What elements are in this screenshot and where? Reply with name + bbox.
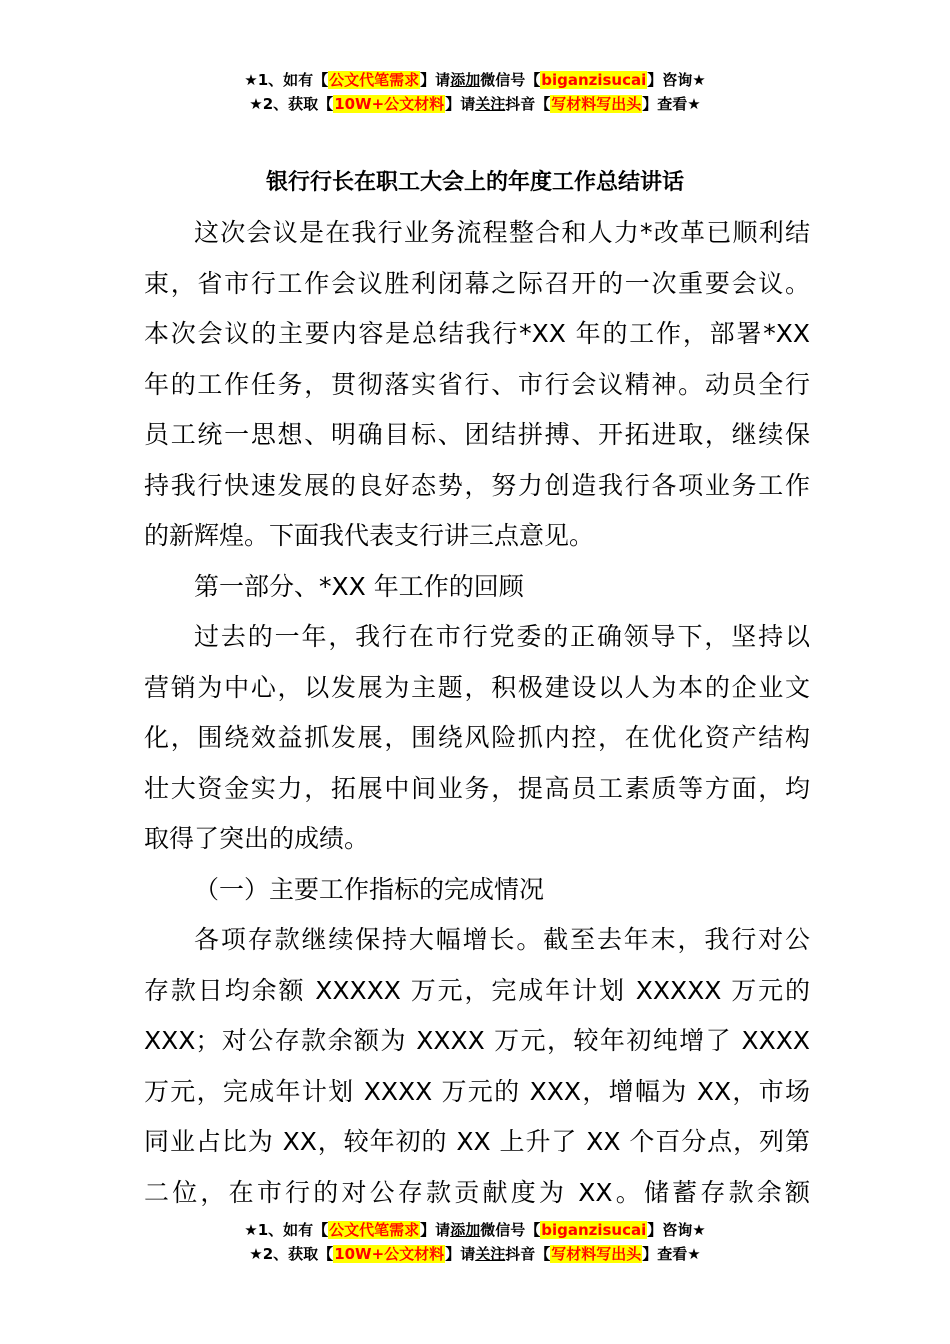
- text-line: 营销为中心，以发展为主题，积极建设以人为本的企业文: [144, 672, 810, 702]
- header-banner: [0, 68, 950, 116]
- banner-text: 微信号【: [480, 1221, 541, 1239]
- banner-text-underlined: 关注: [475, 95, 506, 113]
- banner-text: 微信号【: [480, 71, 541, 89]
- text-line: 取得了突出的成绩。: [144, 824, 370, 853]
- document-body: [144, 208, 810, 1218]
- text-line: 员工统一思想、明确目标、团结拼搏、开拓进取，继续保: [144, 420, 810, 449]
- banner-highlight-materials: 10W+公文材料: [334, 1245, 445, 1263]
- text-line: 的新辉煌。下面我代表支行讲三点意见。: [144, 521, 595, 550]
- paragraph-review: [144, 612, 810, 865]
- text-line: XXX；对公存款余额为 XXXX 万元，较年初纯增了 XXXX: [144, 1026, 810, 1055]
- banner-line-1: [0, 1218, 950, 1242]
- paragraph-deposits: [144, 915, 810, 1218]
- banner-text: ★1、如有【: [244, 1221, 329, 1239]
- banner-highlight-service: 公文代笔需求: [329, 71, 420, 89]
- text-line: 年的工作任务，贯彻落实省行、市行会议精神。动员全行: [144, 369, 810, 399]
- banner-text: 】咨询★: [647, 1221, 706, 1239]
- banner-line-1: [0, 68, 950, 92]
- text-line: 各项存款继续保持大幅增长。截至去年末，我行对公: [194, 925, 810, 954]
- banner-text: 】请: [445, 95, 476, 113]
- banner-text: 抖音【: [505, 95, 551, 113]
- banner-highlight-service: 公文代笔需求: [329, 1221, 420, 1239]
- text-line: 壮大资金实力，拓展中间业务，提高员工素质等方面，均: [144, 773, 810, 803]
- text-line: 万元，完成年计划 XXXX 万元的 XXX，增幅为 XX，市场: [144, 1076, 810, 1106]
- banner-text: 】查看★: [642, 95, 701, 113]
- text-line: 本次会议的主要内容是总结我行*XX 年的工作，部署*XX: [144, 319, 810, 348]
- banner-highlight-douyin: 写材料写出头: [551, 95, 642, 113]
- text-line: 二位，在市行的对公存款贡献度为 XX。储蓄存款余额: [144, 1177, 810, 1207]
- document-title: 银行行长在职工大会上的年度工作总结讲话: [265, 170, 684, 195]
- banner-line-2: [0, 1242, 950, 1266]
- text-line: 同业占比为 XX，较年初的 XX 上升了 XX 个百分点，列第: [144, 1127, 810, 1156]
- banner-highlight-wechat-id: biganzisucai: [541, 71, 647, 89]
- text-line: （一）主要工作指标的完成情况: [194, 874, 545, 904]
- subsection-heading-indicators: [144, 865, 810, 916]
- banner-text: ★2、获取【: [249, 1245, 334, 1263]
- text-line: 第一部分、*XX 年工作的回顾: [194, 571, 524, 601]
- paragraph-intro: [144, 208, 810, 562]
- banner-text-underlined: 添加: [450, 71, 481, 89]
- footer-banner: [0, 1218, 950, 1266]
- banner-text-underlined: 关注: [475, 1245, 506, 1263]
- banner-text: 抖音【: [505, 1245, 551, 1263]
- banner-text: 】请: [420, 1221, 451, 1239]
- banner-text: 】请: [445, 1245, 476, 1263]
- banner-text: 】请: [420, 71, 451, 89]
- banner-highlight-douyin: 写材料写出头: [551, 1245, 642, 1263]
- banner-highlight-materials: 10W+公文材料: [334, 95, 445, 113]
- banner-text: 】咨询★: [647, 71, 706, 89]
- text-line: 这次会议是在我行业务流程整合和人力*改革已顺利结: [194, 218, 810, 247]
- text-line: 持我行快速发展的良好态势，努力创造我行各项业务工作: [144, 470, 810, 500]
- banner-line-2: [0, 92, 950, 116]
- text-line: 过去的一年，我行在市行党委的正确领导下，坚持以: [194, 622, 810, 651]
- text-line: 化，围绕效益抓发展，围绕风险抓内控，在优化资产结构: [144, 723, 810, 752]
- text-line: 存款日均余额 XXXXX 万元，完成年计划 XXXXX 万元的: [144, 975, 810, 1005]
- banner-text: ★1、如有【: [244, 71, 329, 89]
- text-line: 束，省市行工作会议胜利闭幕之际召开的一次重要会议。: [144, 268, 810, 298]
- section-heading-part-one: [144, 562, 810, 613]
- banner-text: 】查看★: [642, 1245, 701, 1263]
- banner-text: ★2、获取【: [249, 95, 334, 113]
- banner-text-underlined: 添加: [450, 1221, 481, 1239]
- banner-highlight-wechat-id: biganzisucai: [541, 1221, 647, 1239]
